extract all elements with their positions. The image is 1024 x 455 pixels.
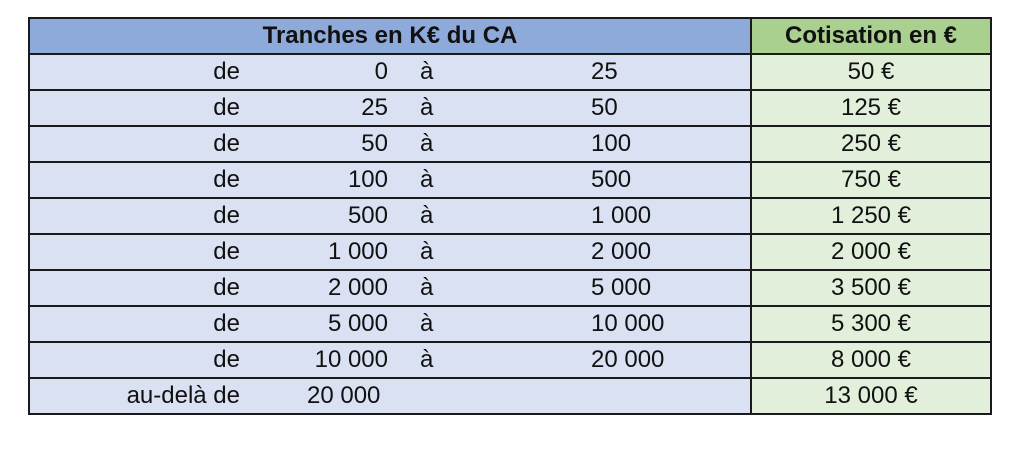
range-cell — [29, 90, 751, 126]
range-from: 10 000 — [314, 346, 388, 373]
table-row — [29, 270, 991, 306]
cotisation-cell: 50 € — [751, 54, 991, 90]
range-from: 1 000 — [327, 238, 388, 265]
range-from: 0 — [374, 58, 388, 85]
range-to: 100 — [591, 130, 632, 157]
range-separator: à — [420, 274, 434, 301]
range-from: 25 — [361, 94, 388, 121]
range-separator: à — [420, 94, 434, 121]
range-cell — [29, 378, 751, 414]
range-to: 5 000 — [591, 274, 652, 301]
table-row — [29, 90, 991, 126]
table-row — [29, 342, 991, 378]
cotisation-cell: 250 € — [751, 126, 991, 162]
range-prefix: de — [213, 130, 240, 157]
range-cell — [29, 198, 751, 234]
cotisation-table-container — [28, 17, 990, 415]
range-separator: à — [420, 58, 434, 85]
range-cell — [29, 234, 751, 270]
table-header-row — [29, 18, 991, 54]
range-from: 50 — [361, 130, 388, 157]
range-separator: à — [420, 130, 434, 157]
range-prefix: de — [213, 238, 240, 265]
range-separator: à — [420, 310, 434, 337]
cotisation-cell: 3 500 € — [751, 270, 991, 306]
header-tranches: Tranches en K€ du CA — [29, 18, 751, 54]
range-prefix: de — [213, 202, 240, 229]
cotisation-cell: 125 € — [751, 90, 991, 126]
range-prefix: de — [213, 166, 240, 193]
cotisation-table — [28, 17, 992, 415]
cotisation-cell: 5 300 € — [751, 306, 991, 342]
cotisation-cell: 13 000 € — [751, 378, 991, 414]
table-row — [29, 126, 991, 162]
range-prefix: de — [213, 346, 240, 373]
range-to: 25 — [591, 58, 618, 85]
range-cell — [29, 162, 751, 198]
cotisation-cell: 2 000 € — [751, 234, 991, 270]
range-to: 20 000 — [591, 346, 665, 373]
range-cell — [29, 342, 751, 378]
range-prefix: de — [213, 58, 240, 85]
table-row — [29, 162, 991, 198]
range-cell — [29, 270, 751, 306]
range-from: 20 000 — [307, 382, 381, 409]
cotisation-cell: 750 € — [751, 162, 991, 198]
cotisation-cell: 8 000 € — [751, 342, 991, 378]
table-row — [29, 54, 991, 90]
range-separator: à — [420, 346, 434, 373]
table-row — [29, 306, 991, 342]
range-from: 5 000 — [327, 310, 388, 337]
range-prefix: de — [213, 94, 240, 121]
range-separator: à — [420, 166, 434, 193]
range-cell — [29, 306, 751, 342]
range-to: 1 000 — [591, 202, 652, 229]
cotisation-cell: 1 250 € — [751, 198, 991, 234]
table-row — [29, 234, 991, 270]
range-to: 50 — [591, 94, 618, 121]
header-cotisation: Cotisation en € — [751, 18, 991, 54]
range-from: 100 — [347, 166, 388, 193]
range-separator: à — [420, 202, 434, 229]
range-cell — [29, 54, 751, 90]
range-prefix: de — [213, 274, 240, 301]
table-row — [29, 378, 991, 414]
range-cell — [29, 126, 751, 162]
range-to: 10 000 — [591, 310, 665, 337]
range-prefix: de — [213, 310, 240, 337]
range-to: 2 000 — [591, 238, 652, 265]
range-to: 500 — [591, 166, 632, 193]
table-body — [29, 54, 991, 414]
range-from: 2 000 — [327, 274, 388, 301]
range-from: 500 — [347, 202, 388, 229]
table-row — [29, 198, 991, 234]
range-prefix: au-delà de — [126, 382, 240, 409]
range-separator: à — [420, 238, 434, 265]
